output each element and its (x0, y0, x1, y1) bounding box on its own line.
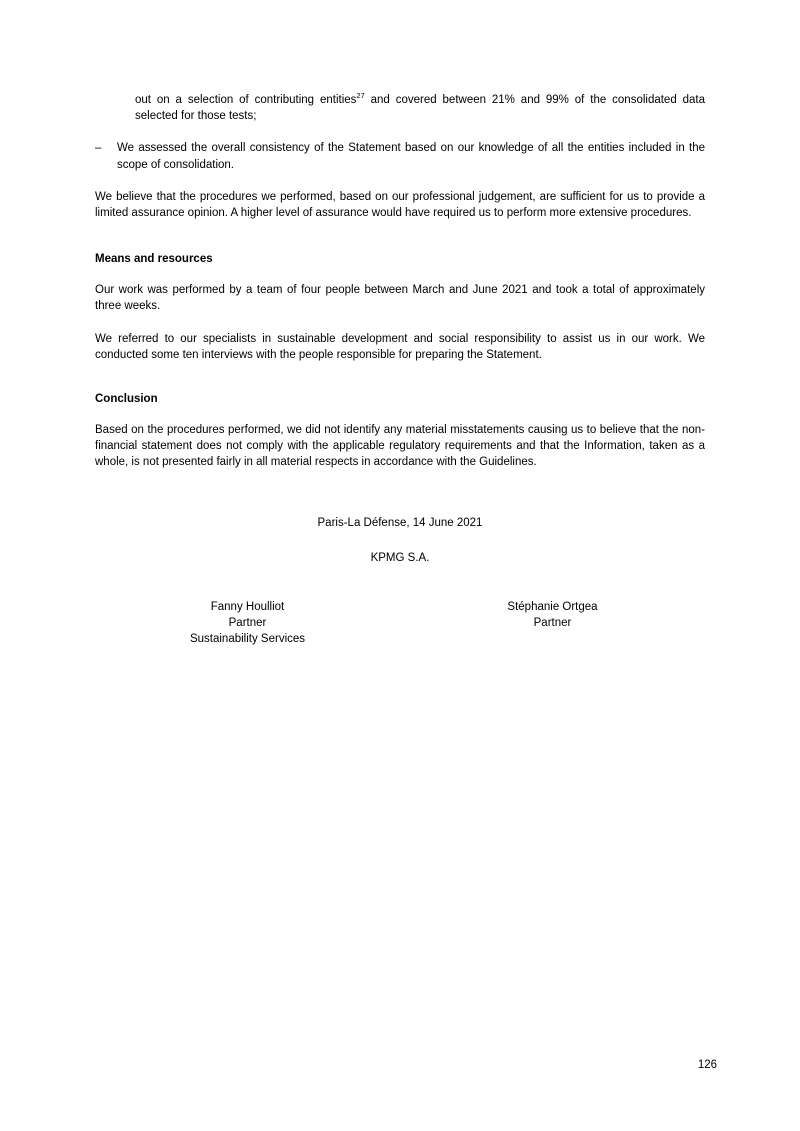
signatory-1 (95, 600, 400, 647)
signatory-2-title: Partner (533, 616, 572, 629)
list-item (95, 140, 705, 172)
section-heading-conclusion: Conclusion (95, 393, 158, 406)
signatory-1-name: Fanny Houlliot (210, 601, 285, 613)
means-paragraph-2: We referred to our specialists in sustainable development and social responsibility to assist us in our work. We conducted some ten interviews with the people responsible for preparing the Statement. (95, 332, 705, 361)
continued-paragraph-text-before: out on a selection of contributing entities (135, 94, 357, 106)
signatory-2 (400, 600, 705, 647)
continued-paragraph-text-after: and covered between 21% and 99% of the consolidated data selected for those tests; (135, 94, 705, 123)
section-heading-means-and-resources: Means and resources (95, 253, 213, 266)
list-item-text: We assessed the overall consistency of the Statement based on our knowledge of all the entities included in the scope of consolidation. (117, 142, 705, 171)
signatory-2-name: Stéphanie Ortgea (507, 601, 598, 613)
signatory-1-department: Sustainability Services (189, 632, 306, 645)
signature-place-and-date: Paris-La Défense, 14 June 2021 (317, 516, 483, 529)
signatory-1-title: Partner (228, 616, 267, 629)
bullet-dash-icon: – (95, 142, 102, 155)
signature-firm-name: KPMG S.A. (370, 551, 430, 564)
page-number: 126 (697, 1059, 717, 1071)
means-paragraph-1: Our work was performed by a team of four people between March and June 2021 and took a total of approximately three weeks. (95, 284, 705, 313)
signatories-block (95, 600, 705, 647)
footnote-reference-27: 27 (356, 91, 365, 101)
body-paragraph-assurance: We believe that the procedures we performed, based on our professional judgement, are sufficient for us to provide a limited assurance opinion. A higher level of assurance would have required us to perform more extensive procedures. (95, 190, 705, 220)
continued-paragraph (135, 92, 705, 124)
page-content (95, 92, 705, 566)
conclusion-paragraph: Based on the procedures performed, we did not identify any material misstatements causing us to believe that the non-financial statement does not comply with the applicable regulatory requirements and that the Information, taken as a whole, is not presented fairly in all material respects in accordance with the Guidelines. (95, 424, 705, 469)
